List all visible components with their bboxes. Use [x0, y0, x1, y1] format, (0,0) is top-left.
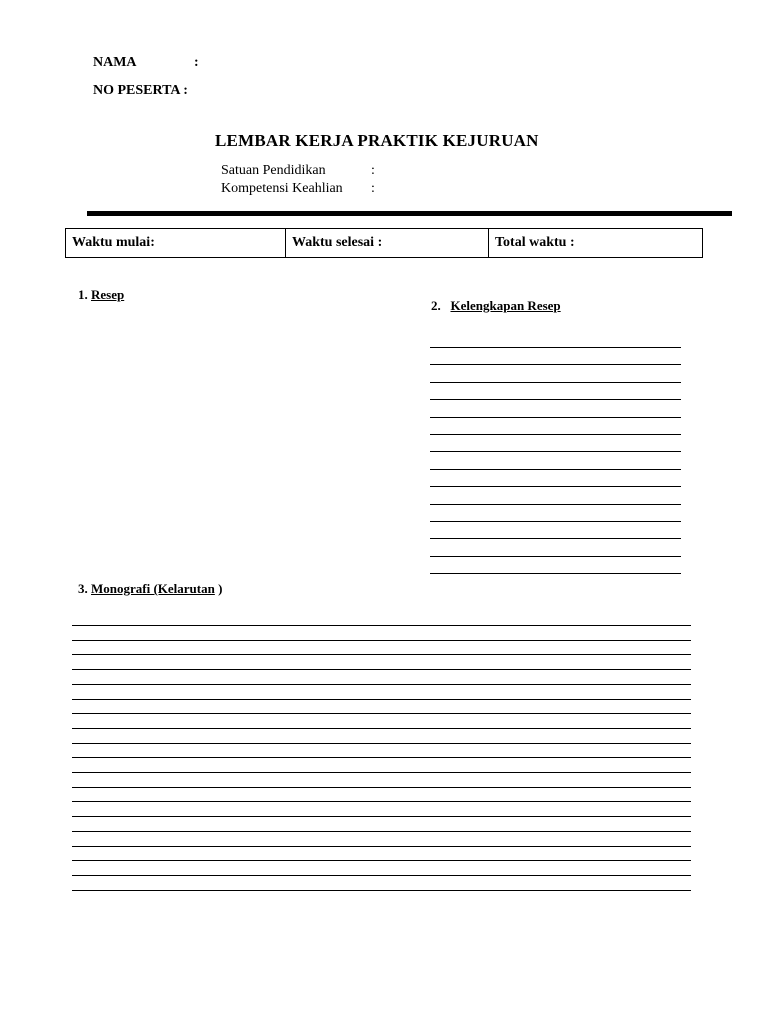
monografi-writing-line[interactable]	[72, 816, 691, 817]
monografi-writing-line[interactable]	[72, 860, 691, 861]
kelengkapan-writing-line[interactable]	[430, 364, 681, 365]
waktu-mulai-label: Waktu mulai:	[72, 235, 155, 250]
monografi-writing-line[interactable]	[72, 772, 691, 773]
section-monografi-number: 3.	[78, 581, 88, 596]
monografi-writing-line[interactable]	[72, 743, 691, 744]
section-kelengkapan-label: Kelengkapan Resep	[450, 298, 561, 313]
satuan-pendidikan-colon: :	[371, 163, 375, 178]
kelengkapan-writing-line[interactable]	[430, 556, 681, 557]
section-kelengkapan-title	[431, 298, 561, 314]
section-monografi-suffix: )	[214, 581, 223, 596]
page-title: LEMBAR KERJA PRAKTIK KEJURUAN	[215, 131, 539, 150]
kelengkapan-writing-line[interactable]	[430, 538, 681, 539]
monografi-writing-line[interactable]	[72, 801, 691, 802]
monografi-writing-line[interactable]	[72, 757, 691, 758]
kompetensi-keahlian-label: Kompetensi Keahlian	[221, 181, 343, 196]
kelengkapan-writing-line[interactable]	[430, 486, 681, 487]
waktu-mulai-cell[interactable]	[66, 229, 286, 257]
satuan-pendidikan-label: Satuan Pendidikan	[221, 163, 326, 178]
header-divider	[87, 211, 732, 216]
kelengkapan-writing-line[interactable]	[430, 451, 681, 452]
section-resep-number: 1.	[78, 287, 88, 302]
kelengkapan-writing-line[interactable]	[430, 521, 681, 522]
monografi-writing-line[interactable]	[72, 728, 691, 729]
total-waktu-cell[interactable]	[489, 229, 702, 257]
resep-writing-area[interactable]	[70, 310, 410, 570]
section-resep-title	[78, 287, 124, 303]
monografi-writing-line[interactable]	[72, 713, 691, 714]
section-kelengkapan-number: 2.	[431, 298, 441, 313]
monografi-writing-line[interactable]	[72, 684, 691, 685]
section-monografi-label: Monografi (Kelarutan	[91, 581, 215, 596]
kompetensi-keahlian-colon: :	[371, 181, 375, 196]
monografi-writing-line[interactable]	[72, 699, 691, 700]
monografi-writing-line[interactable]	[72, 831, 691, 832]
monografi-writing-line[interactable]	[72, 640, 691, 641]
section-resep-label: Resep	[91, 287, 125, 302]
monografi-writing-line[interactable]	[72, 875, 691, 876]
kelengkapan-writing-line[interactable]	[430, 469, 681, 470]
nama-colon: :	[194, 55, 199, 70]
kelengkapan-writing-line[interactable]	[430, 347, 681, 348]
kelengkapan-writing-line[interactable]	[430, 504, 681, 505]
kelengkapan-writing-line[interactable]	[430, 399, 681, 400]
waktu-selesai-cell[interactable]	[286, 229, 489, 257]
monografi-writing-line[interactable]	[72, 890, 691, 891]
nama-label: NAMA	[93, 55, 137, 70]
kelengkapan-writing-line[interactable]	[430, 417, 681, 418]
time-table	[65, 228, 703, 258]
monografi-writing-line[interactable]	[72, 669, 691, 670]
monografi-writing-line[interactable]	[72, 654, 691, 655]
kelengkapan-writing-line[interactable]	[430, 573, 681, 574]
monografi-writing-line[interactable]	[72, 787, 691, 788]
waktu-selesai-label: Waktu selesai :	[292, 235, 383, 250]
kelengkapan-writing-line[interactable]	[430, 434, 681, 435]
monografi-writing-line[interactable]	[72, 846, 691, 847]
total-waktu-label: Total waktu :	[495, 235, 575, 250]
kelengkapan-writing-line[interactable]	[430, 382, 681, 383]
peserta-label: NO PESERTA :	[93, 83, 188, 98]
monografi-writing-line[interactable]	[72, 625, 691, 626]
section-monografi-title	[78, 581, 222, 597]
